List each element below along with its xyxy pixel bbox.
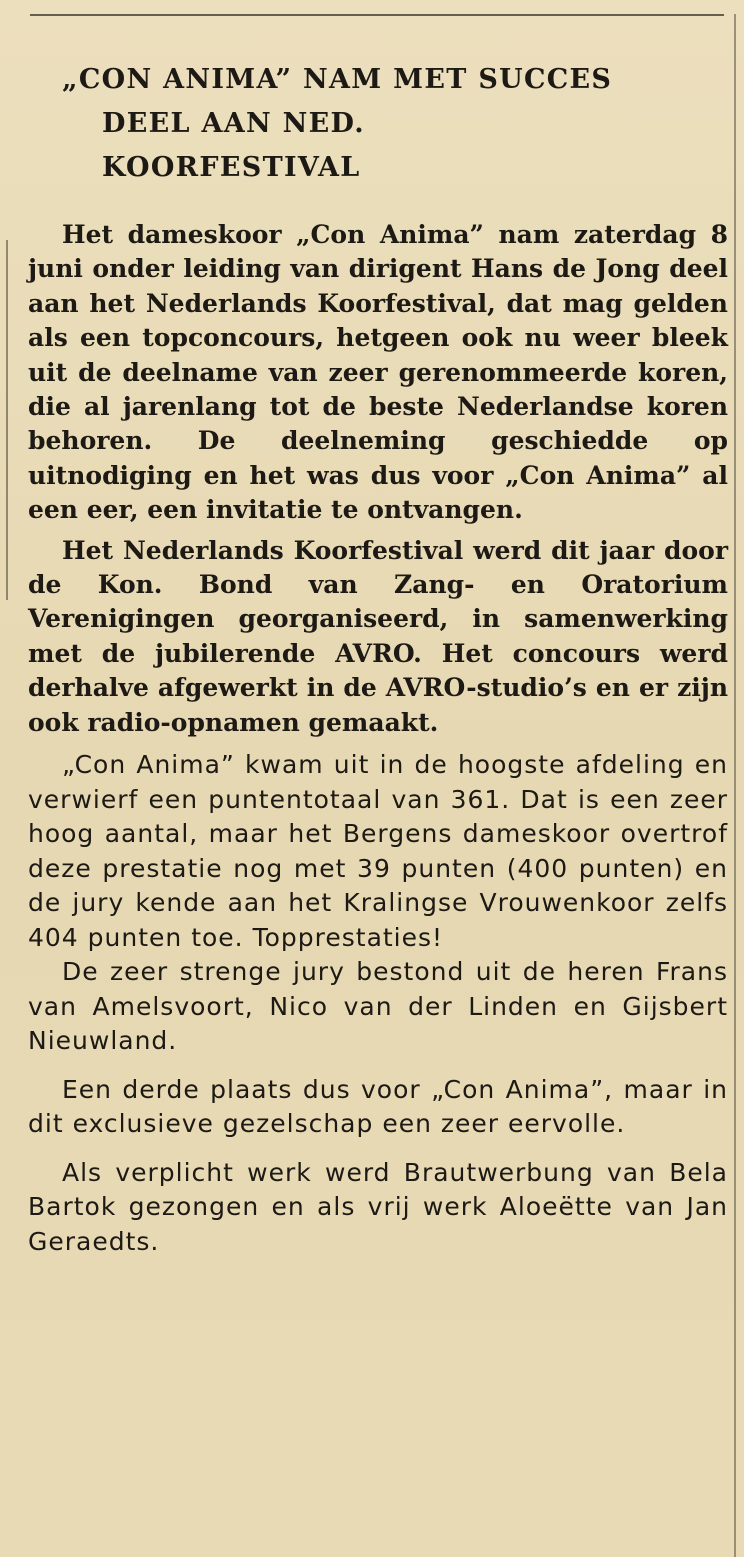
headline-line-1: „CON ANIMA” NAM MET SUCCES (62, 64, 613, 95)
paragraph-3: „Con Anima” kwam uit in de hoogste afdeling en verwierf een puntentotaal van 361. Dat is een zeer hoog aantal, maar het Bergens dameskoor overtrof deze prestatie nog met 39 punten (400 punten) en de jury kende aan het Kralingse Vrouwenkoor zelfs 404 punten toe. Topprestaties! (28, 750, 728, 952)
headline-line-2: DEEL AAN NED. (102, 108, 365, 139)
headline-line-3: KOORFESTIVAL (102, 152, 361, 183)
article-body (28, 218, 728, 1259)
top-column-rule (30, 14, 724, 16)
article-headline (62, 58, 712, 190)
left-column-rule (6, 240, 8, 600)
paragraph-2: Het Nederlands Koorfestival werd dit jaar door de Kon. Bond van Zang- en Oratorium Verenigingen georganiseerd, in samenwerking met de jubilerende AVRO. Het concours werd derhalve afgewerkt in de AVRO-studio’s en er zijn ook radio-opnamen gemaakt. (28, 535, 728, 737)
paragraph-5: Een derde plaats dus voor „Con Anima”, maar in dit exclusieve gezelschap een zeer eervolle. (28, 1074, 728, 1139)
paragraph-1: Het dameskoor „Con Anima” nam zaterdag 8 juni onder leiding van dirigent Hans de Jong deel aan het Nederlands Koorfestival, dat mag gelden als een topconcours, hetgeen ook nu weer bleek uit de deelname van zeer gerenommeerde koren, die al jarenlang tot de beste Nederlandse koren behoren. De deelneming geschiedde op uitnodiging en het was dus voor „Con Anima” al een eer, een invitatie te ontvangen. (28, 220, 728, 525)
paragraph-4: De zeer strenge jury bestond uit de heren Frans van Amelsvoort, Nico van der Linden en Gijsbert Nieuwland. (28, 957, 728, 1056)
paragraph-6: Als verplicht werk werd Brautwerbung van Bela Bartok gezongen en als vrij werk Aloeëtte van Jan Geraedts. (28, 1157, 728, 1256)
right-column-rule (734, 14, 736, 1557)
